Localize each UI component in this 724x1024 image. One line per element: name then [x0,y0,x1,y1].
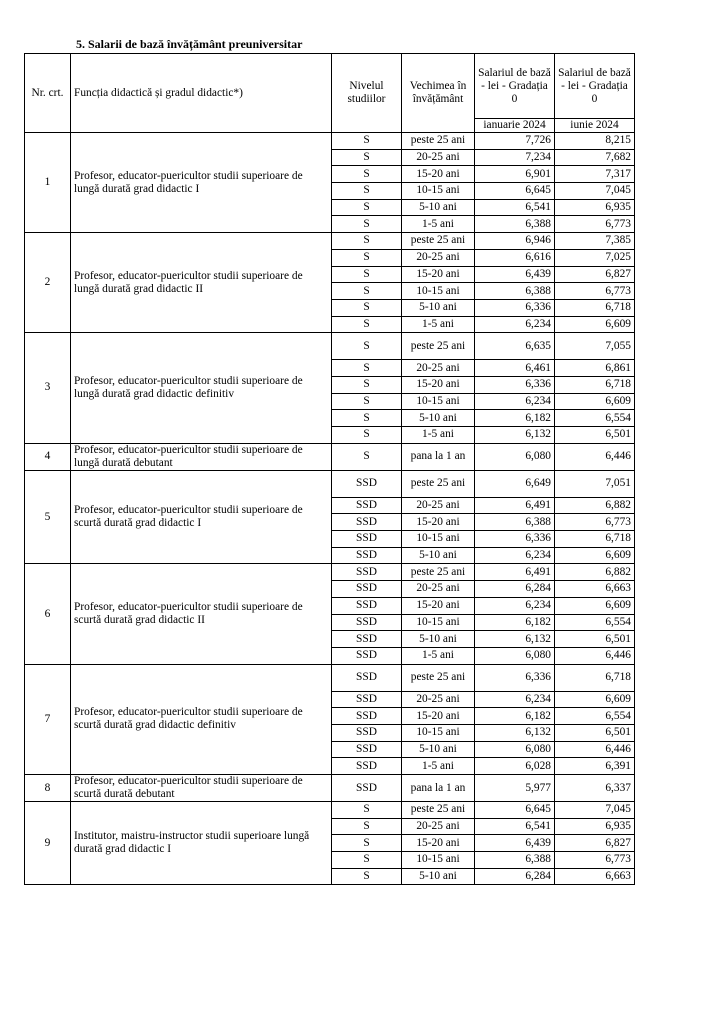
table-row [25,470,635,497]
seniority: peste 25 ani [402,470,475,497]
seniority: 5-10 ani [402,631,475,648]
salary-ianuarie: 6,616 [475,249,555,266]
salary-ianuarie: 6,946 [475,233,555,250]
salary-ianuarie: 6,439 [475,266,555,283]
table-row [25,333,635,360]
study-level: S [332,166,402,183]
seniority: 10-15 ani [402,852,475,869]
seniority: 10-15 ani [402,531,475,548]
table-row [25,564,635,581]
row-number: 6 [25,564,71,664]
salary-iunie: 7,682 [555,149,635,166]
seniority: peste 25 ani [402,133,475,150]
header-salariul-iun: Salariul de bază - lei - Gradația 0 [555,54,635,119]
salary-iunie: 6,609 [555,316,635,333]
salary-ianuarie: 5,977 [475,775,555,802]
study-level: S [332,299,402,316]
function-title: Profesor, educator-puericultor studii superioare de scurtă durată grad didactic I [71,470,332,564]
salary-iunie: 6,935 [555,818,635,835]
study-level: SSD [332,664,402,691]
seniority: 15-20 ani [402,835,475,852]
salary-ianuarie: 6,336 [475,376,555,393]
salary-ianuarie: 6,132 [475,724,555,741]
row-number: 4 [25,443,71,470]
seniority: 10-15 ani [402,183,475,200]
row-number: 2 [25,233,71,333]
salary-ianuarie: 6,901 [475,166,555,183]
study-level: S [332,410,402,427]
salary-ianuarie: 6,234 [475,597,555,614]
seniority: 10-15 ani [402,614,475,631]
study-level: S [332,835,402,852]
salary-ianuarie: 7,726 [475,133,555,150]
salary-iunie: 6,773 [555,514,635,531]
seniority: 15-20 ani [402,166,475,183]
study-level: S [332,333,402,360]
header-functia: Funcția didactică și gradul didactic*) [71,54,332,133]
salary-ianuarie: 6,080 [475,647,555,664]
salary-ianuarie: 6,336 [475,531,555,548]
study-level: SSD [332,647,402,664]
salary-iunie: 7,317 [555,166,635,183]
salary-ianuarie: 6,182 [475,708,555,725]
salary-iunie: 7,025 [555,249,635,266]
function-title: Profesor, educator-puericultor studii superioare de lungă durată grad didactic I [71,133,332,233]
seniority: 10-15 ani [402,724,475,741]
salary-ianuarie: 6,491 [475,564,555,581]
salary-ianuarie: 6,388 [475,216,555,233]
seniority: 15-20 ani [402,708,475,725]
study-level: S [332,868,402,885]
seniority: 15-20 ani [402,597,475,614]
salary-ianuarie: 6,388 [475,283,555,300]
seniority: peste 25 ani [402,802,475,819]
seniority: 20-25 ani [402,149,475,166]
seniority: peste 25 ani [402,564,475,581]
study-level: SSD [332,564,402,581]
salary-ianuarie: 6,388 [475,514,555,531]
salary-iunie: 6,609 [555,547,635,564]
seniority: peste 25 ani [402,664,475,691]
salary-iunie: 6,718 [555,299,635,316]
seniority: peste 25 ani [402,233,475,250]
study-level: S [332,133,402,150]
salary-ianuarie: 6,336 [475,664,555,691]
salary-iunie: 6,718 [555,531,635,548]
study-level: S [332,360,402,377]
function-title: Profesor, educator-puericultor studii superioare de scurtă durată debutant [71,775,332,802]
study-level: SSD [332,775,402,802]
seniority: pana la 1 an [402,443,475,470]
study-level: S [332,283,402,300]
salary-iunie: 6,501 [555,427,635,444]
row-number: 1 [25,133,71,233]
row-number: 9 [25,802,71,885]
row-number: 3 [25,333,71,443]
study-level: S [332,266,402,283]
function-title: Profesor, educator-puericultor studii superioare de scurtă durată grad didactic definitiv [71,664,332,774]
seniority: peste 25 ani [402,333,475,360]
seniority: 1-5 ani [402,316,475,333]
salary-iunie: 7,055 [555,333,635,360]
seniority: pana la 1 an [402,775,475,802]
study-level: S [332,818,402,835]
salary-iunie: 6,935 [555,199,635,216]
salary-iunie: 6,882 [555,564,635,581]
table-row [25,133,635,150]
header-nr: Nr. crt. [25,54,71,133]
salary-ianuarie: 6,645 [475,802,555,819]
salary-ianuarie: 6,234 [475,393,555,410]
salary-ianuarie: 6,649 [475,470,555,497]
salary-iunie: 6,446 [555,741,635,758]
document-title: 5. Salarii de bază învățământ preuniversitar [76,37,303,51]
salary-iunie: 7,385 [555,233,635,250]
study-level: SSD [332,470,402,497]
salary-ianuarie: 6,080 [475,443,555,470]
study-level: S [332,249,402,266]
salary-iunie: 6,609 [555,691,635,708]
study-level: SSD [332,597,402,614]
table-body [25,133,635,885]
salary-iunie: 6,501 [555,724,635,741]
salary-iunie: 6,861 [555,360,635,377]
study-level: S [332,233,402,250]
salary-iunie: 6,446 [555,647,635,664]
study-level: SSD [332,547,402,564]
study-level: SSD [332,497,402,514]
seniority: 5-10 ani [402,199,475,216]
salary-ianuarie: 6,439 [475,835,555,852]
seniority: 1-5 ani [402,427,475,444]
seniority: 20-25 ani [402,360,475,377]
seniority: 1-5 ani [402,216,475,233]
study-level: SSD [332,514,402,531]
seniority: 1-5 ani [402,758,475,775]
salary-ianuarie: 6,388 [475,852,555,869]
table-row [25,775,635,802]
seniority: 10-15 ani [402,283,475,300]
study-level: SSD [332,741,402,758]
study-level: S [332,149,402,166]
salary-iunie: 7,045 [555,183,635,200]
function-title: Profesor, educator-puericultor studii superioare de lungă durată debutant [71,443,332,470]
salary-iunie: 6,554 [555,410,635,427]
salary-iunie: 6,446 [555,443,635,470]
salary-iunie: 7,045 [555,802,635,819]
salary-iunie: 6,663 [555,581,635,598]
seniority: 20-25 ani [402,249,475,266]
row-number: 7 [25,664,71,774]
salary-ianuarie: 6,182 [475,614,555,631]
salary-ianuarie: 6,635 [475,333,555,360]
table-header-row [25,54,635,119]
header-iunie-2024: iunie 2024 [555,119,635,133]
seniority: 20-25 ani [402,497,475,514]
salary-ianuarie: 6,080 [475,741,555,758]
salary-iunie: 6,773 [555,852,635,869]
study-level: SSD [332,724,402,741]
salary-ianuarie: 6,234 [475,691,555,708]
seniority: 15-20 ani [402,266,475,283]
seniority: 5-10 ani [402,410,475,427]
study-level: S [332,427,402,444]
seniority: 20-25 ani [402,691,475,708]
row-number: 5 [25,470,71,564]
table-row [25,664,635,691]
salary-ianuarie: 6,234 [475,316,555,333]
salary-ianuarie: 6,541 [475,818,555,835]
salary-ianuarie: 6,336 [475,299,555,316]
salary-ianuarie: 6,132 [475,427,555,444]
seniority: 15-20 ani [402,514,475,531]
table-row [25,443,635,470]
salary-ianuarie: 6,541 [475,199,555,216]
study-level: S [332,183,402,200]
salary-iunie: 6,501 [555,631,635,648]
salary-ianuarie: 7,234 [475,149,555,166]
study-level: SSD [332,531,402,548]
seniority: 15-20 ani [402,376,475,393]
salary-iunie: 6,609 [555,597,635,614]
salary-ianuarie: 6,645 [475,183,555,200]
salary-ianuarie: 6,284 [475,581,555,598]
salary-table [24,53,635,885]
seniority: 5-10 ani [402,741,475,758]
study-level: S [332,376,402,393]
salary-iunie: 6,718 [555,664,635,691]
seniority: 5-10 ani [402,868,475,885]
seniority: 20-25 ani [402,581,475,598]
salary-iunie: 6,554 [555,614,635,631]
study-level: S [332,316,402,333]
seniority: 1-5 ani [402,647,475,664]
salary-iunie: 6,827 [555,835,635,852]
study-level: S [332,216,402,233]
header-nivel: Nivelul studiilor [332,54,402,133]
salary-ianuarie: 6,284 [475,868,555,885]
salary-iunie: 8,215 [555,133,635,150]
study-level: S [332,852,402,869]
study-level: S [332,802,402,819]
header-salariul-ian: Salariul de bază - lei - Gradația 0 [475,54,555,119]
function-title: Profesor, educator-puericultor studii superioare de scurtă durată grad didactic II [71,564,332,664]
study-level: SSD [332,614,402,631]
study-level: SSD [332,708,402,725]
salary-ianuarie: 6,132 [475,631,555,648]
table-row [25,233,635,250]
seniority: 10-15 ani [402,393,475,410]
salary-iunie: 6,337 [555,775,635,802]
salary-iunie: 6,391 [555,758,635,775]
study-level: SSD [332,758,402,775]
header-ianuarie-2024: ianuarie 2024 [475,119,555,133]
study-level: S [332,443,402,470]
seniority: 20-25 ani [402,818,475,835]
salary-iunie: 6,554 [555,708,635,725]
study-level: SSD [332,631,402,648]
salary-iunie: 6,827 [555,266,635,283]
salary-iunie: 6,718 [555,376,635,393]
function-title: Profesor, educator-puericultor studii superioare de lungă durată grad didactic definitiv [71,333,332,443]
salary-iunie: 6,663 [555,868,635,885]
function-title: Profesor, educator-puericultor studii superioare de lungă durată grad didactic II [71,233,332,333]
seniority: 5-10 ani [402,547,475,564]
row-number: 8 [25,775,71,802]
salary-ianuarie: 6,182 [475,410,555,427]
salary-iunie: 6,882 [555,497,635,514]
salary-iunie: 7,051 [555,470,635,497]
study-level: S [332,393,402,410]
function-title: Institutor, maistru-instructor studii superioare lungă durată grad didactic I [71,802,332,885]
salary-ianuarie: 6,234 [475,547,555,564]
salary-iunie: 6,609 [555,393,635,410]
table-row [25,802,635,819]
salary-iunie: 6,773 [555,283,635,300]
study-level: SSD [332,691,402,708]
salary-ianuarie: 6,461 [475,360,555,377]
seniority: 5-10 ani [402,299,475,316]
salary-ianuarie: 6,028 [475,758,555,775]
study-level: S [332,199,402,216]
study-level: SSD [332,581,402,598]
salary-iunie: 6,773 [555,216,635,233]
header-vechime: Vechimea în învățământ [402,54,475,133]
salary-ianuarie: 6,491 [475,497,555,514]
